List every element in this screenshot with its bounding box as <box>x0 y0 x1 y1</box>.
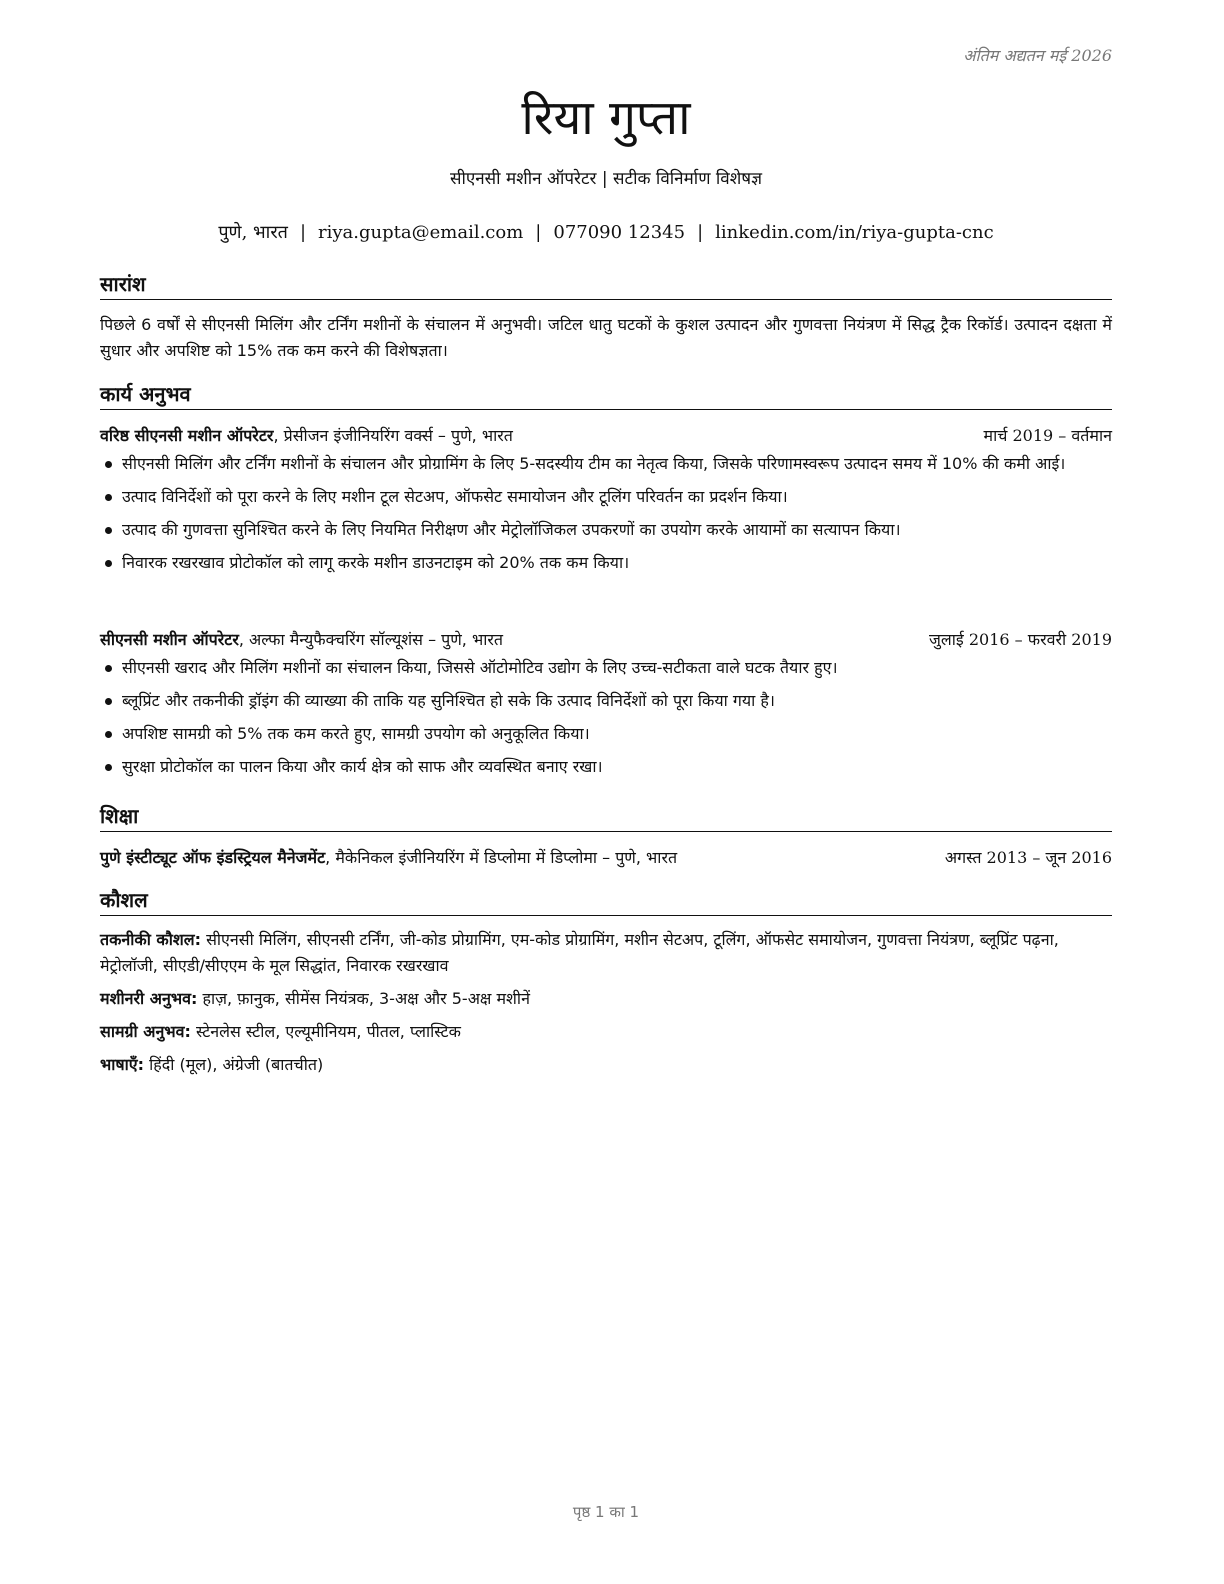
last-updated: अंतिम अद्यतन मई 2026 <box>963 46 1112 65</box>
education-dates: अगस्त 2013 – जून 2016 <box>944 848 1112 867</box>
contact-separator: | <box>299 222 307 243</box>
section-title-skills: कौशल <box>100 886 1112 916</box>
job-dates: मार्च 2019 – वर्तमान <box>983 426 1112 445</box>
contact-separator: | <box>535 222 542 243</box>
skill-value: स्टेनलेस स्टील, एल्यूमीनियम, पीतल, प्लास्टिक <box>190 1022 461 1041</box>
skill-label: भाषाएँ: <box>100 1055 145 1074</box>
contact-phone: 077090 12345 <box>553 222 686 243</box>
job-bullets <box>100 655 1112 787</box>
skill-value: हिंदी (मूल), अंग्रेजी (बातचीत) <box>144 1055 324 1074</box>
job-bullet: ब्लूप्रिंट और तकनीकी ड्रॉइंग की व्याख्या की ताकि यह सुनिश्चित हो सके कि उत्पाद विनिर्देशों को पूरा किया गया है। <box>100 688 1112 714</box>
job-dates: जुलाई 2016 – फरवरी 2019 <box>929 630 1112 649</box>
skill-value: सीएनसी मिलिंग, सीएनसी टर्निंग, जी-कोड प्रोग्रामिंग, एम-कोड प्रोग्रामिंग, मशीन सेटअप, टूलिंग, ऑफसेट समायोजन, गुणवत्ता नियंत्रण, ब्लूप्रिंट पढ़ना, मेट्रोलॉजी, सीएडी/सीएएम के मूल सिद्धांत, निवारक रखरखाव <box>100 930 1059 975</box>
skill-label: सामग्री अनुभव: <box>100 1022 191 1041</box>
job-role: वरिष्ठ सीएनसी मशीन ऑपरेटर <box>100 426 274 445</box>
job-role: सीएनसी मशीन ऑपरेटर <box>100 630 239 649</box>
skill-label: मशीनरी अनुभव: <box>100 989 198 1008</box>
contact-location: पुणे, भारत <box>218 222 288 243</box>
job-header <box>100 628 1112 650</box>
candidate-name: रिया गुप्ता <box>521 90 691 146</box>
section-title-education: शिक्षा <box>100 802 1112 832</box>
skill-row <box>100 1019 1112 1045</box>
education-institution: पुणे इंस्टीट्यूट ऑफ इंडस्ट्रियल मैनेजमेंट <box>100 848 326 867</box>
headline: सीएनसी मशीन ऑपरेटर | सटीक विनिर्माण विशेषज्ञ <box>449 169 763 189</box>
skill-row <box>100 927 1112 979</box>
page-number: पृष्ठ 1 का 1 <box>572 1503 640 1521</box>
job-bullet: सुरक्षा प्रोटोकॉल का पालन किया और कार्य क्षेत्र को साफ और व्यवस्थित बनाए रखा। <box>100 754 1112 780</box>
contact-linkedin[interactable]: linkedin.com/in/riya-gupta-cnc <box>715 222 994 243</box>
job-bullet: निवारक रखरखाव प्रोटोकॉल को लागू करके मशीन डाउनटाइम को 20% तक कम किया। <box>100 550 1112 576</box>
job-bullet: सीएनसी खराद और मिलिंग मशीनों का संचालन किया, जिससे ऑटोमोटिव उद्योग के लिए उच्च-सटीकता वाले घटक तैयार हुए। <box>100 655 1112 681</box>
resume-page <box>100 0 1112 1584</box>
job-bullet: सीएनसी मिलिंग और टर्निंग मशीनों के संचालन और प्रोग्रामिंग के लिए 5-सदस्यीय टीम का नेतृत्व किया, जिसके परिणामस्वरूप उत्पादन समय में 10% की कमी आई। <box>100 451 1112 477</box>
job-bullet: उत्पाद की गुणवत्ता सुनिश्चित करने के लिए नियमित निरीक्षण और मेट्रोलॉजिकल उपकरणों का उपयोग करके आयामों का सत्यापन किया। <box>100 517 1112 543</box>
skill-row <box>100 1052 1112 1078</box>
section-title-experience: कार्य अनुभव <box>100 380 1112 410</box>
section-title-summary: सारांश <box>100 270 1112 300</box>
skill-row <box>100 986 1112 1012</box>
skill-label: तकनीकी कौशल: <box>100 930 201 949</box>
job-bullets <box>100 451 1112 583</box>
contact-line <box>100 220 1112 244</box>
job-header <box>100 424 1112 446</box>
job-bullet: अपशिष्ट सामग्री को 5% तक कम करते हुए, सामग्री उपयोग को अनुकूलित किया। <box>100 721 1112 747</box>
education-detail: , मैकेनिकल इंजीनियरिंग में डिप्लोमा में डिप्लोमा – पुणे, भारत <box>325 848 678 867</box>
skill-value: हाज़, फ़ानुक, सीमेंस नियंत्रक, 3-अक्ष और 5-अक्ष मशीनें <box>197 989 530 1008</box>
job-org: , अल्फा मैन्युफैक्चरिंग सॉल्यूशंस – पुणे, भारत <box>238 630 504 649</box>
job-bullet: उत्पाद विनिर्देशों को पूरा करने के लिए मशीन टूल सेटअप, ऑफसेट समायोजन और टूलिंग परिवर्तन का प्रदर्शन किया। <box>100 484 1112 510</box>
contact-separator: | <box>697 222 704 243</box>
education-entry <box>100 846 1112 868</box>
job-org: , प्रेसीजन इंजीनियरिंग वर्क्स – पुणे, भारत <box>273 426 513 445</box>
summary-text: पिछले 6 वर्षों से सीएनसी मिलिंग और टर्निंग मशीनों के संचालन में अनुभवी। जटिल धातु घटकों के कुशल उत्पादन और गुणवत्ता नियंत्रण में सिद्ध ट्रैक रिकॉर्ड। उत्पादन दक्षता में सुधार और अपशिष्ट को 15% तक कम करने की विशेषज्ञता। <box>100 315 1112 360</box>
contact-email[interactable]: riya.gupta@email.com <box>318 222 524 243</box>
